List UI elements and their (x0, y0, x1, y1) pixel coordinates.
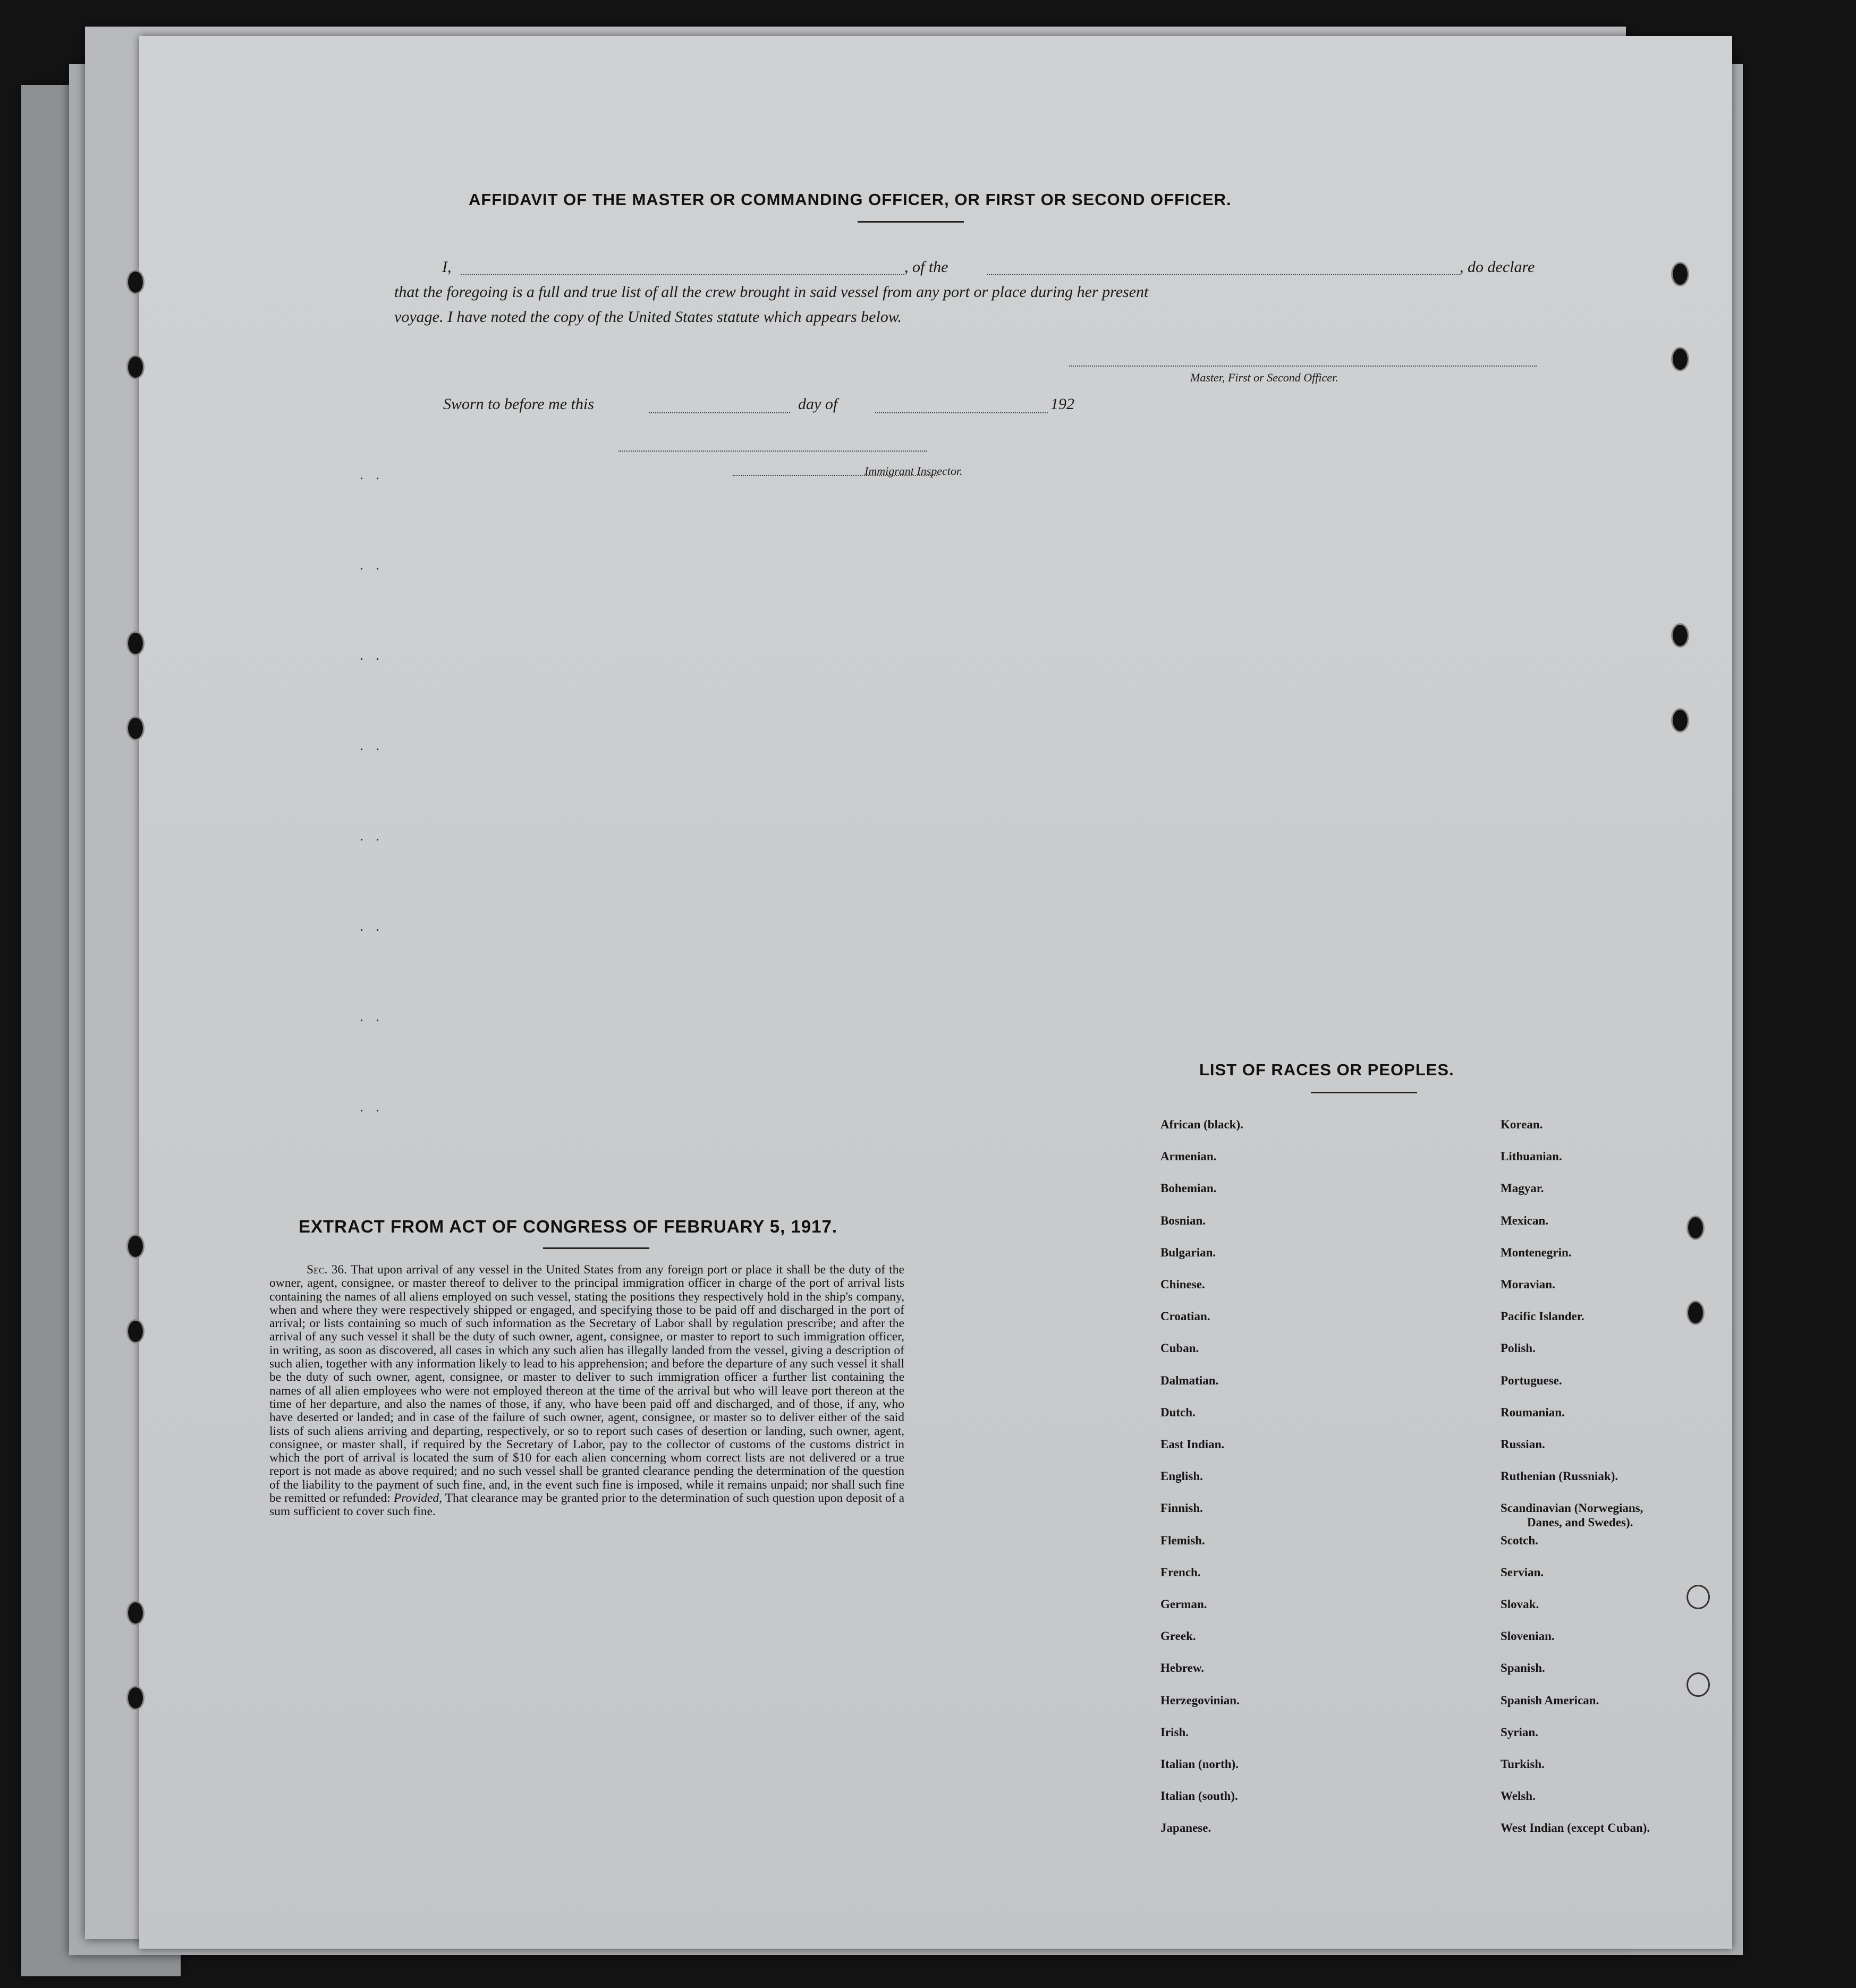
race-item: Japanese. (1160, 1821, 1211, 1835)
race-item: Chinese. (1160, 1278, 1205, 1291)
race-item: Ruthenian (Russniak). (1501, 1469, 1618, 1483)
race-item: Scandinavian (Norwegians, (1501, 1501, 1643, 1515)
punch-hole-icon (1671, 623, 1689, 648)
race-item: Flemish. (1160, 1533, 1205, 1547)
race-item: West Indian (except Cuban). (1501, 1821, 1650, 1835)
master-signature-label: Master, First or Second Officer. (1190, 371, 1338, 384)
race-item: Syrian. (1501, 1725, 1538, 1739)
race-item: Magyar. (1501, 1182, 1544, 1195)
dot-marks: . . (360, 647, 384, 664)
race-item: Spanish American. (1501, 1693, 1599, 1707)
sworn-month-blank[interactable] (875, 412, 1048, 413)
punch-hole-icon (126, 355, 145, 379)
race-item: Montenegrin. (1501, 1245, 1572, 1259)
race-item-continuation: Danes, and Swedes). (1527, 1516, 1633, 1530)
inspector-label: Immigrant Inspector. (865, 464, 963, 478)
punch-hole-icon (126, 1601, 145, 1625)
sworn-text: Sworn to before me this (443, 395, 594, 413)
master-name-blank[interactable] (461, 274, 904, 275)
race-item: Servian. (1501, 1565, 1544, 1579)
dot-marks: . . (360, 1008, 384, 1025)
punch-hole-icon (126, 1319, 145, 1344)
affidavit-line1-of: , of the (904, 258, 948, 276)
race-item: Cuban. (1160, 1341, 1199, 1355)
race-item: Moravian. (1501, 1278, 1555, 1291)
statute-paragraph (269, 1263, 904, 1519)
race-item: Herzegovinian. (1160, 1693, 1240, 1707)
races-list (1160, 1118, 1650, 1893)
race-item: Korean. (1501, 1118, 1543, 1131)
year-text: 192 (1050, 395, 1074, 413)
dot-marks: . . (360, 828, 384, 844)
race-item: Bohemian. (1160, 1182, 1217, 1195)
race-item: Russian. (1501, 1438, 1545, 1451)
punch-hole-icon (1686, 1585, 1710, 1609)
punch-hole-icon (126, 1234, 145, 1259)
punch-hole-icon (1671, 347, 1689, 371)
race-item: Mexican. (1501, 1213, 1549, 1227)
race-item: Dutch. (1160, 1405, 1196, 1419)
race-item: Slovak. (1501, 1598, 1539, 1611)
race-item: Italian (north). (1160, 1757, 1239, 1771)
day-of-text: day of (798, 395, 838, 413)
race-item: Lithuanian. (1501, 1150, 1562, 1163)
punch-hole-icon (126, 716, 145, 741)
statute-body: That upon arrival of any vessel in the United States from any foreign port or place it shall be the duty of the owner, agent, consignee, or master thereof to deliver to the principal immigration officer in charge of the port of arrival lists containing the names of all aliens employed on such vessel, stating the positions they respectively hold in the ship's company, when and where they were respectively shipped or engaged, and specifying those to be paid off and discharged in the port of arrival; or lists containing so much of such information as the Secretary of Labor shall by regulation prescribe; and after the arrival of any such vessel it shall be the duty of such owner, agent, consignee, or master to report to such immigration officer, in writing, as soon as discovered, all cases in which any such alien has illegally landed from the vessel, giving a description of such alien, together with any information likely to lead to his apprehension; and before the departure of any such vessel it shall be the duty of such owner, agent, consignee, or master to deliver to such immigration officer a further list containing the names of all alien employees who were not employed thereon at the time of the arrival but who will leave port thereon at the time of her departure, and also the names of those, if any, who have been paid off and discharged, and of those, if any, who have deserted or landed; and in case of the failure of such owner, agent, consignee, or master so to deliver either of the said lists of such aliens arriving and departing, respectively, or so to report such cases of desertion or landing, such owner, agent, consignee, or master shall, if required by the Secretary of Labor, pay to the collector of customs of the customs district in which the port of arrival is located the sum of $10 for each alien concerning whom correct lists are not delivered or a true report is not made as above required; and no such vessel shall be granted clearance pending the determination of the question of the liability to the payment of such fine, and, in the event such fine is imposed, while it remains unpaid; nor shall such fine be remitted or refunded: (269, 1263, 904, 1506)
race-item: Armenian. (1160, 1150, 1217, 1163)
affidavit-line3: voyage. I have noted the copy of the United States statute which appears below. (394, 308, 902, 326)
dot-marks: . . (360, 1099, 384, 1115)
race-item: Finnish. (1160, 1501, 1203, 1515)
race-item: German. (1160, 1598, 1207, 1611)
affidavit-line1-i: I, (442, 258, 452, 276)
punch-hole-icon (1671, 262, 1689, 286)
race-item: Roumanian. (1501, 1405, 1565, 1419)
race-item: Spanish. (1501, 1661, 1545, 1675)
affidavit-heading: AFFIDAVIT OF THE MASTER OR COMMANDING OFFICER, OR FIRST OR SECOND OFFICER. (469, 190, 1232, 209)
inspector-signature-blank[interactable] (618, 451, 927, 452)
punch-hole-icon (126, 631, 145, 656)
statute-extract (269, 1263, 904, 1519)
race-item: Hebrew. (1160, 1661, 1204, 1675)
race-item: Dalmatian. (1160, 1373, 1219, 1387)
dot-marks: . . (360, 557, 384, 573)
race-item: Welsh. (1501, 1789, 1536, 1803)
race-item: Bosnian. (1160, 1213, 1206, 1227)
dot-marks: . . (360, 918, 384, 934)
races-heading-rule (1311, 1092, 1417, 1093)
race-item: East Indian. (1160, 1438, 1225, 1451)
race-item: Bulgarian. (1160, 1245, 1216, 1259)
race-item: Polish. (1501, 1341, 1536, 1355)
sec-label: Sec. 36. (307, 1263, 348, 1277)
race-item: Scotch. (1501, 1533, 1538, 1547)
manifest-page (139, 36, 1732, 1949)
punch-hole-icon (126, 270, 145, 294)
race-item: English. (1160, 1469, 1203, 1483)
dot-marks: . . (360, 466, 384, 483)
race-item: Pacific Islander. (1501, 1310, 1584, 1323)
vessel-name-blank[interactable] (987, 274, 1460, 275)
race-item: Italian (south). (1160, 1789, 1238, 1803)
affidavit-line2: that the foregoing is a full and true list of all the crew brought in said vessel from any port or place during her present (394, 283, 1149, 301)
proviso-text: That clearance may be granted prior to the determination of such question upon deposit of a sum sufficient to cover such fine. (269, 1491, 905, 1519)
punch-hole-icon (1686, 1216, 1705, 1240)
race-item: Turkish. (1501, 1757, 1545, 1771)
race-item: Irish. (1160, 1725, 1189, 1739)
race-item: Greek. (1160, 1629, 1196, 1643)
race-item: Portuguese. (1501, 1373, 1562, 1387)
punch-hole-icon (1671, 708, 1689, 733)
master-signature-blank[interactable] (1069, 366, 1537, 367)
race-item: Slovenian. (1501, 1629, 1555, 1643)
race-item: African (black). (1160, 1118, 1243, 1131)
races-heading: LIST OF RACES OR PEOPLES. (1199, 1060, 1454, 1079)
punch-hole-icon (1686, 1301, 1705, 1325)
dot-marks: . . (360, 737, 384, 754)
sworn-day-blank[interactable] (649, 412, 790, 413)
race-item: Croatian. (1160, 1310, 1210, 1323)
extract-heading: EXTRACT FROM ACT OF CONGRESS OF FEBRUARY 5, 1917. (299, 1217, 838, 1236)
affidavit-line1-declare: , do declare (1460, 258, 1535, 276)
extract-heading-rule (543, 1247, 649, 1249)
affidavit-heading-rule (858, 221, 964, 223)
race-item: French. (1160, 1565, 1201, 1579)
punch-hole-icon (126, 1686, 145, 1710)
punch-hole-icon (1686, 1672, 1710, 1697)
proviso-word: Provided, (393, 1491, 443, 1506)
